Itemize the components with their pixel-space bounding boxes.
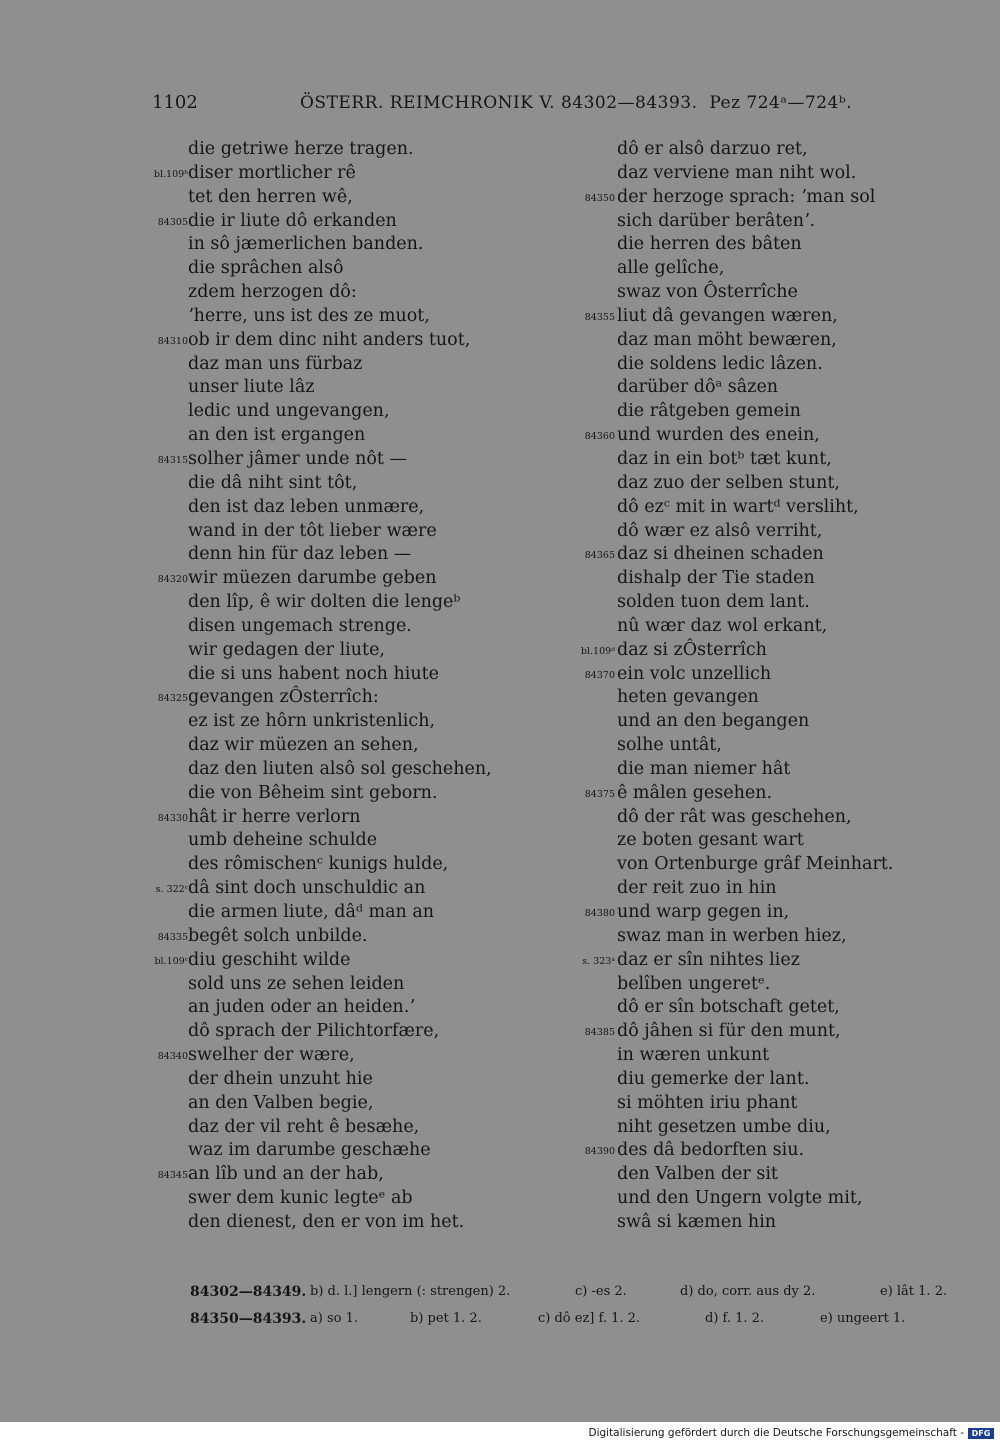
verse-text: darüber dôᵃ sâzen [617, 377, 779, 398]
verse-line [140, 591, 560, 615]
footnote-item: b) d. l.] lengern (: strengen) 2. [310, 1284, 511, 1299]
verse-line [140, 615, 560, 639]
verse-line [140, 520, 560, 544]
verse-text: solhe untât, [617, 735, 722, 756]
verse-text: dô er sîn botschaft getet, [617, 997, 840, 1018]
right-verse-column [565, 138, 945, 1235]
verse-line [140, 949, 560, 973]
verse-line [565, 734, 945, 758]
verse-text: wir gedagen der liute, [188, 639, 385, 660]
verse-line [565, 496, 945, 520]
verse-text: die ir liute dô erkanden [188, 210, 397, 231]
verse-line [140, 996, 560, 1020]
verse-text: dô wær ez alsô verriht, [617, 520, 823, 541]
verse-number: 84385 [584, 1027, 615, 1039]
verse-text: sich darüber berâtenʼ. [617, 210, 816, 231]
verse-number: s. 323ᵃ [582, 955, 615, 967]
verse-text: alle gelîche, [617, 258, 725, 279]
verse-line [140, 758, 560, 782]
verse-line [565, 758, 945, 782]
verse-line [140, 1187, 560, 1211]
verse-text: daz si zÔsterrîch [617, 639, 767, 660]
verse-line [565, 138, 945, 162]
verse-text: swâ si kæmen hin [617, 1211, 777, 1232]
verse-text: ê mâlen gesehen. [617, 782, 773, 803]
verse-line [140, 233, 560, 257]
verse-number: 84305 [157, 216, 188, 228]
verse-text: und an den begangen [617, 711, 810, 732]
verse-line [140, 639, 560, 663]
footnote-item: d) f. 1. 2. [705, 1311, 765, 1326]
verse-number: 84390 [584, 1146, 615, 1158]
verse-line [565, 1116, 945, 1140]
verse-line [140, 663, 560, 687]
verse-text: von Ortenburge grâf Meinhart. [617, 854, 894, 875]
verse-line [140, 472, 560, 496]
verse-text: dô ezᶜ mit in wartᵈ versliht, [617, 496, 859, 517]
verse-text: die herren des bâten [617, 234, 802, 255]
verse-line [140, 1068, 560, 1092]
verse-text: die dâ niht sint tôt, [188, 472, 358, 493]
verse-number: 84335 [157, 931, 188, 943]
footnote-item: c) dô ez] f. 1. 2. [538, 1311, 641, 1326]
verse-line [565, 233, 945, 257]
verse-text: swer dem kunic legteᵉ ab [188, 1188, 413, 1209]
verse-number: 84320 [157, 574, 188, 586]
verse-text: umb deheine schulde [188, 830, 378, 851]
verse-text: hât ir herre verlorn [188, 806, 361, 827]
verse-text: die getriwe herze tragen. [188, 139, 414, 159]
verse-line [565, 353, 945, 377]
verse-text: daz man uns fürbaz [188, 353, 363, 374]
verse-text: der dhein unzuht hie [188, 1068, 373, 1089]
verse-text: die man niemer hât [617, 758, 791, 779]
page-number: 1102 [152, 92, 198, 113]
verse-text: denn hin für daz leben — [188, 544, 412, 565]
verse-line [140, 710, 560, 734]
verse-number: 84365 [584, 550, 615, 562]
left-verse-column [140, 138, 560, 1235]
verse-line [140, 1163, 560, 1187]
verse-text: daz wir müezen an sehen, [188, 735, 419, 756]
verse-line [140, 376, 560, 400]
verse-line [140, 1020, 560, 1044]
verse-line [565, 472, 945, 496]
verse-text: daz in ein botᵇ tæt kunt, [617, 448, 832, 469]
verse-line [140, 186, 560, 210]
verse-line [565, 710, 945, 734]
verse-line [140, 257, 560, 281]
verse-line [565, 973, 945, 997]
verse-line [565, 686, 945, 710]
verse-text: tet den herren wê, [188, 186, 353, 207]
verse-line [565, 543, 945, 567]
verse-line [565, 663, 945, 687]
verse-number: bl.109ᵈ [580, 645, 615, 657]
verse-line [140, 424, 560, 448]
verse-number: 84340 [157, 1051, 188, 1063]
verse-line [140, 925, 560, 949]
verse-text: ob ir dem dinc niht anders tuot, [188, 329, 471, 350]
verse-line [565, 1020, 945, 1044]
verse-line [565, 901, 945, 925]
verse-line [140, 1211, 560, 1235]
footnote-range: 84350—84393. [190, 1311, 307, 1327]
verse-text: daz man möht bewæren, [617, 329, 837, 350]
verse-text: und warp gegen in, [617, 902, 790, 922]
verse-line [140, 353, 560, 377]
verse-text: in wæren unkunt [617, 1045, 770, 1066]
verse-text: swaz von Ôsterrîche [617, 282, 798, 303]
verse-number: bl.109ᵇ [153, 168, 188, 180]
verse-line [140, 829, 560, 853]
verse-line [565, 591, 945, 615]
footnote-item: c) -es 2. [575, 1284, 627, 1299]
verse-text: an juden oder an heiden.ʼ [188, 997, 415, 1018]
verse-text: an den ist ergangen [188, 425, 366, 446]
verse-number: 84360 [584, 431, 615, 443]
verse-text: des rômischenᶜ kunigs hulde, [188, 854, 449, 875]
verse-text: ʼherre, uns ist des ze muot, [188, 305, 430, 326]
verse-line [140, 400, 560, 424]
verse-text: liut dâ gevangen wæren, [617, 305, 838, 326]
verse-number: 84345 [157, 1170, 188, 1182]
verse-number: 84310 [157, 335, 188, 347]
verse-number: 84325 [157, 693, 188, 705]
verse-line [565, 257, 945, 281]
verse-line [565, 782, 945, 806]
verse-line [565, 1211, 945, 1235]
verse-text: ze boten gesant wart [617, 830, 804, 851]
verse-text: diu geschiht wilde [188, 949, 351, 970]
verse-text: ein volc unzellich [617, 663, 772, 684]
verse-line [140, 1092, 560, 1116]
verse-text: waz im darumbe geschæhe [188, 1140, 431, 1161]
verse-line [140, 734, 560, 758]
footnote-range: 84302—84349. [190, 1284, 307, 1300]
running-title [300, 93, 852, 113]
verse-line [565, 806, 945, 830]
verse-line [565, 305, 945, 329]
verse-text: den Valben der sit [617, 1164, 778, 1185]
page-header [0, 92, 1000, 118]
verse-line [565, 210, 945, 234]
verse-line [565, 376, 945, 400]
verse-text: die râtgeben gemein [617, 401, 801, 422]
verse-line [140, 281, 560, 305]
verse-text: die si uns habent noch hiute [188, 663, 440, 684]
verse-line [565, 448, 945, 472]
verse-text: die armen liute, dâᵈ man an [188, 902, 435, 922]
verse-line [565, 520, 945, 544]
verse-line [140, 138, 560, 162]
verse-line [565, 925, 945, 949]
footnote-item: a) so 1. [310, 1311, 358, 1326]
verse-number: 84350 [584, 192, 615, 204]
verse-text: disen ungemach strenge. [188, 615, 412, 636]
verse-line [565, 829, 945, 853]
verse-text: si möhten iriu phant [617, 1092, 798, 1113]
verse-text: an lîb und an der hab, [188, 1164, 384, 1185]
verse-line [565, 1092, 945, 1116]
verse-text: dô er alsô darzuo ret, [617, 139, 808, 159]
verse-text: der reit zuo in hin [617, 878, 777, 899]
verse-text: dô sprach der Pilichtorfære, [188, 1021, 440, 1042]
verse-text: dô jâhen si für den munt, [617, 1021, 841, 1042]
verse-line [565, 424, 945, 448]
verse-line [565, 639, 945, 663]
verse-line [140, 877, 560, 901]
verse-line [140, 1116, 560, 1140]
verse-text: heten gevangen [617, 687, 759, 708]
verse-text: daz den liuten alsô sol geschehen, [188, 758, 492, 779]
verse-line [140, 901, 560, 925]
verse-line [140, 543, 560, 567]
verse-text: dishalp der Tie staden [617, 568, 815, 589]
verse-text: swaz man in werben hiez, [617, 925, 847, 946]
verse-line [140, 448, 560, 472]
verse-text: gevangen zÔsterrîch: [188, 687, 379, 708]
verse-text: sold uns ze sehen leiden [188, 973, 405, 994]
verse-line [140, 806, 560, 830]
verse-text: daz der vil reht ê besæhe, [188, 1116, 420, 1137]
verse-text: ledic und ungevangen, [188, 401, 390, 422]
verse-text: diu gemerke der lant. [617, 1068, 810, 1089]
verse-text: nû wær daz wol erkant, [617, 615, 828, 636]
verse-line [140, 210, 560, 234]
verse-line [140, 305, 560, 329]
verse-line [140, 973, 560, 997]
verse-text: daz si dheinen schaden [617, 544, 824, 565]
verse-text: ez ist ze hôrn unkristenlich, [188, 711, 436, 732]
verse-text: dâ sint doch unschuldic an [188, 878, 426, 899]
footnote-item: b) pet 1. 2. [410, 1311, 482, 1326]
verse-text: der herzoge sprach: ʼman sol [617, 186, 876, 207]
footnotes-first-block [190, 1284, 980, 1300]
verse-line [565, 1044, 945, 1068]
verse-text: die soldens ledic lâzen. [617, 353, 823, 374]
verse-number: 84330 [157, 812, 188, 824]
verse-line [565, 162, 945, 186]
verse-text: wir müezen darumbe geben [188, 568, 437, 589]
footnote-item: e) lât 1. 2. [880, 1284, 948, 1299]
verse-text: und wurden des enein, [617, 425, 820, 446]
pez-reference: Pez 724ᵃ—724ᵇ. [709, 93, 853, 113]
verse-line [565, 1163, 945, 1187]
verse-line [565, 877, 945, 901]
verse-text: daz verviene man niht wol. [617, 162, 857, 183]
verse-text: daz zuo der selben stunt, [617, 472, 840, 493]
verse-text: und den Ungern volgte mit, [617, 1188, 863, 1209]
verse-number: 84375 [584, 788, 615, 800]
verse-text: belîben ungeretᵉ. [617, 973, 771, 994]
verse-text: den lîp, ê wir dolten die lengeᵇ [188, 592, 461, 613]
verse-line [565, 996, 945, 1020]
verse-line [140, 686, 560, 710]
verse-text: dô der rât was geschehen, [617, 806, 852, 827]
verse-line [565, 281, 945, 305]
verse-text: die sprâchen alsô [188, 258, 344, 279]
verse-text: an den Valben begie, [188, 1092, 374, 1113]
verse-text: begêt solch unbilde. [188, 925, 368, 946]
verse-text: den ist daz leben unmære, [188, 496, 425, 517]
verse-line [565, 329, 945, 353]
verse-line [140, 1044, 560, 1068]
verse-text: solden tuon dem lant. [617, 592, 810, 613]
verse-line [565, 567, 945, 591]
verse-text: des dâ bedorften siu. [617, 1140, 805, 1161]
verse-text: unser liute lâz [188, 377, 315, 398]
funding-footer [0, 1422, 1000, 1445]
verse-number: 84380 [584, 908, 615, 919]
verse-text: in sô jæmerlichen banden. [188, 234, 424, 255]
verse-line [565, 1187, 945, 1211]
verse-text: den dienest, den er von im het. [188, 1211, 465, 1232]
footnote-item: e) ungeert 1. [820, 1311, 906, 1326]
verse-text: daz er sîn nihtes liez [617, 949, 800, 970]
verse-text: solher jâmer unde nôt — [188, 448, 407, 469]
verse-number: s. 322ᶜ [155, 884, 188, 896]
verse-line [565, 853, 945, 877]
funding-credit: Digitalisierung gefördert durch die Deutsche Forschungsgemeinschaft - [588, 1427, 964, 1439]
verse-number: 84315 [157, 454, 188, 466]
verse-line [140, 853, 560, 877]
verse-text: wand in der tôt lieber wære [188, 520, 437, 541]
verse-number: 84355 [584, 311, 615, 323]
verse-text: swelher der wære, [188, 1045, 355, 1066]
verse-line [565, 1068, 945, 1092]
verse-line [140, 1139, 560, 1163]
verse-line [140, 162, 560, 186]
verse-line [565, 615, 945, 639]
verse-number: 84370 [584, 669, 615, 681]
verse-line [140, 567, 560, 591]
footnotes-second-block [190, 1311, 980, 1327]
verse-line [140, 329, 560, 353]
verse-line [565, 186, 945, 210]
verse-line [140, 782, 560, 806]
verse-line [565, 400, 945, 424]
verse-number: bl.109ᶜ [154, 955, 188, 967]
verse-text: die von Bêheim sint geborn. [188, 782, 438, 803]
footnote-item: d) do, corr. aus dy 2. [680, 1284, 816, 1299]
verse-line [565, 1139, 945, 1163]
running-title-text: ÖSTERR. REIMCHRONIK V. 84302—84393. [300, 93, 698, 113]
dfg-logo-icon: DFG [968, 1428, 994, 1439]
verse-line [140, 496, 560, 520]
verse-text: diser mortlicher rê [188, 162, 356, 183]
verse-text: niht gesetzen umbe diu, [617, 1116, 831, 1137]
verse-line [565, 949, 945, 973]
verse-text: zdem herzogen dô: [188, 282, 357, 303]
